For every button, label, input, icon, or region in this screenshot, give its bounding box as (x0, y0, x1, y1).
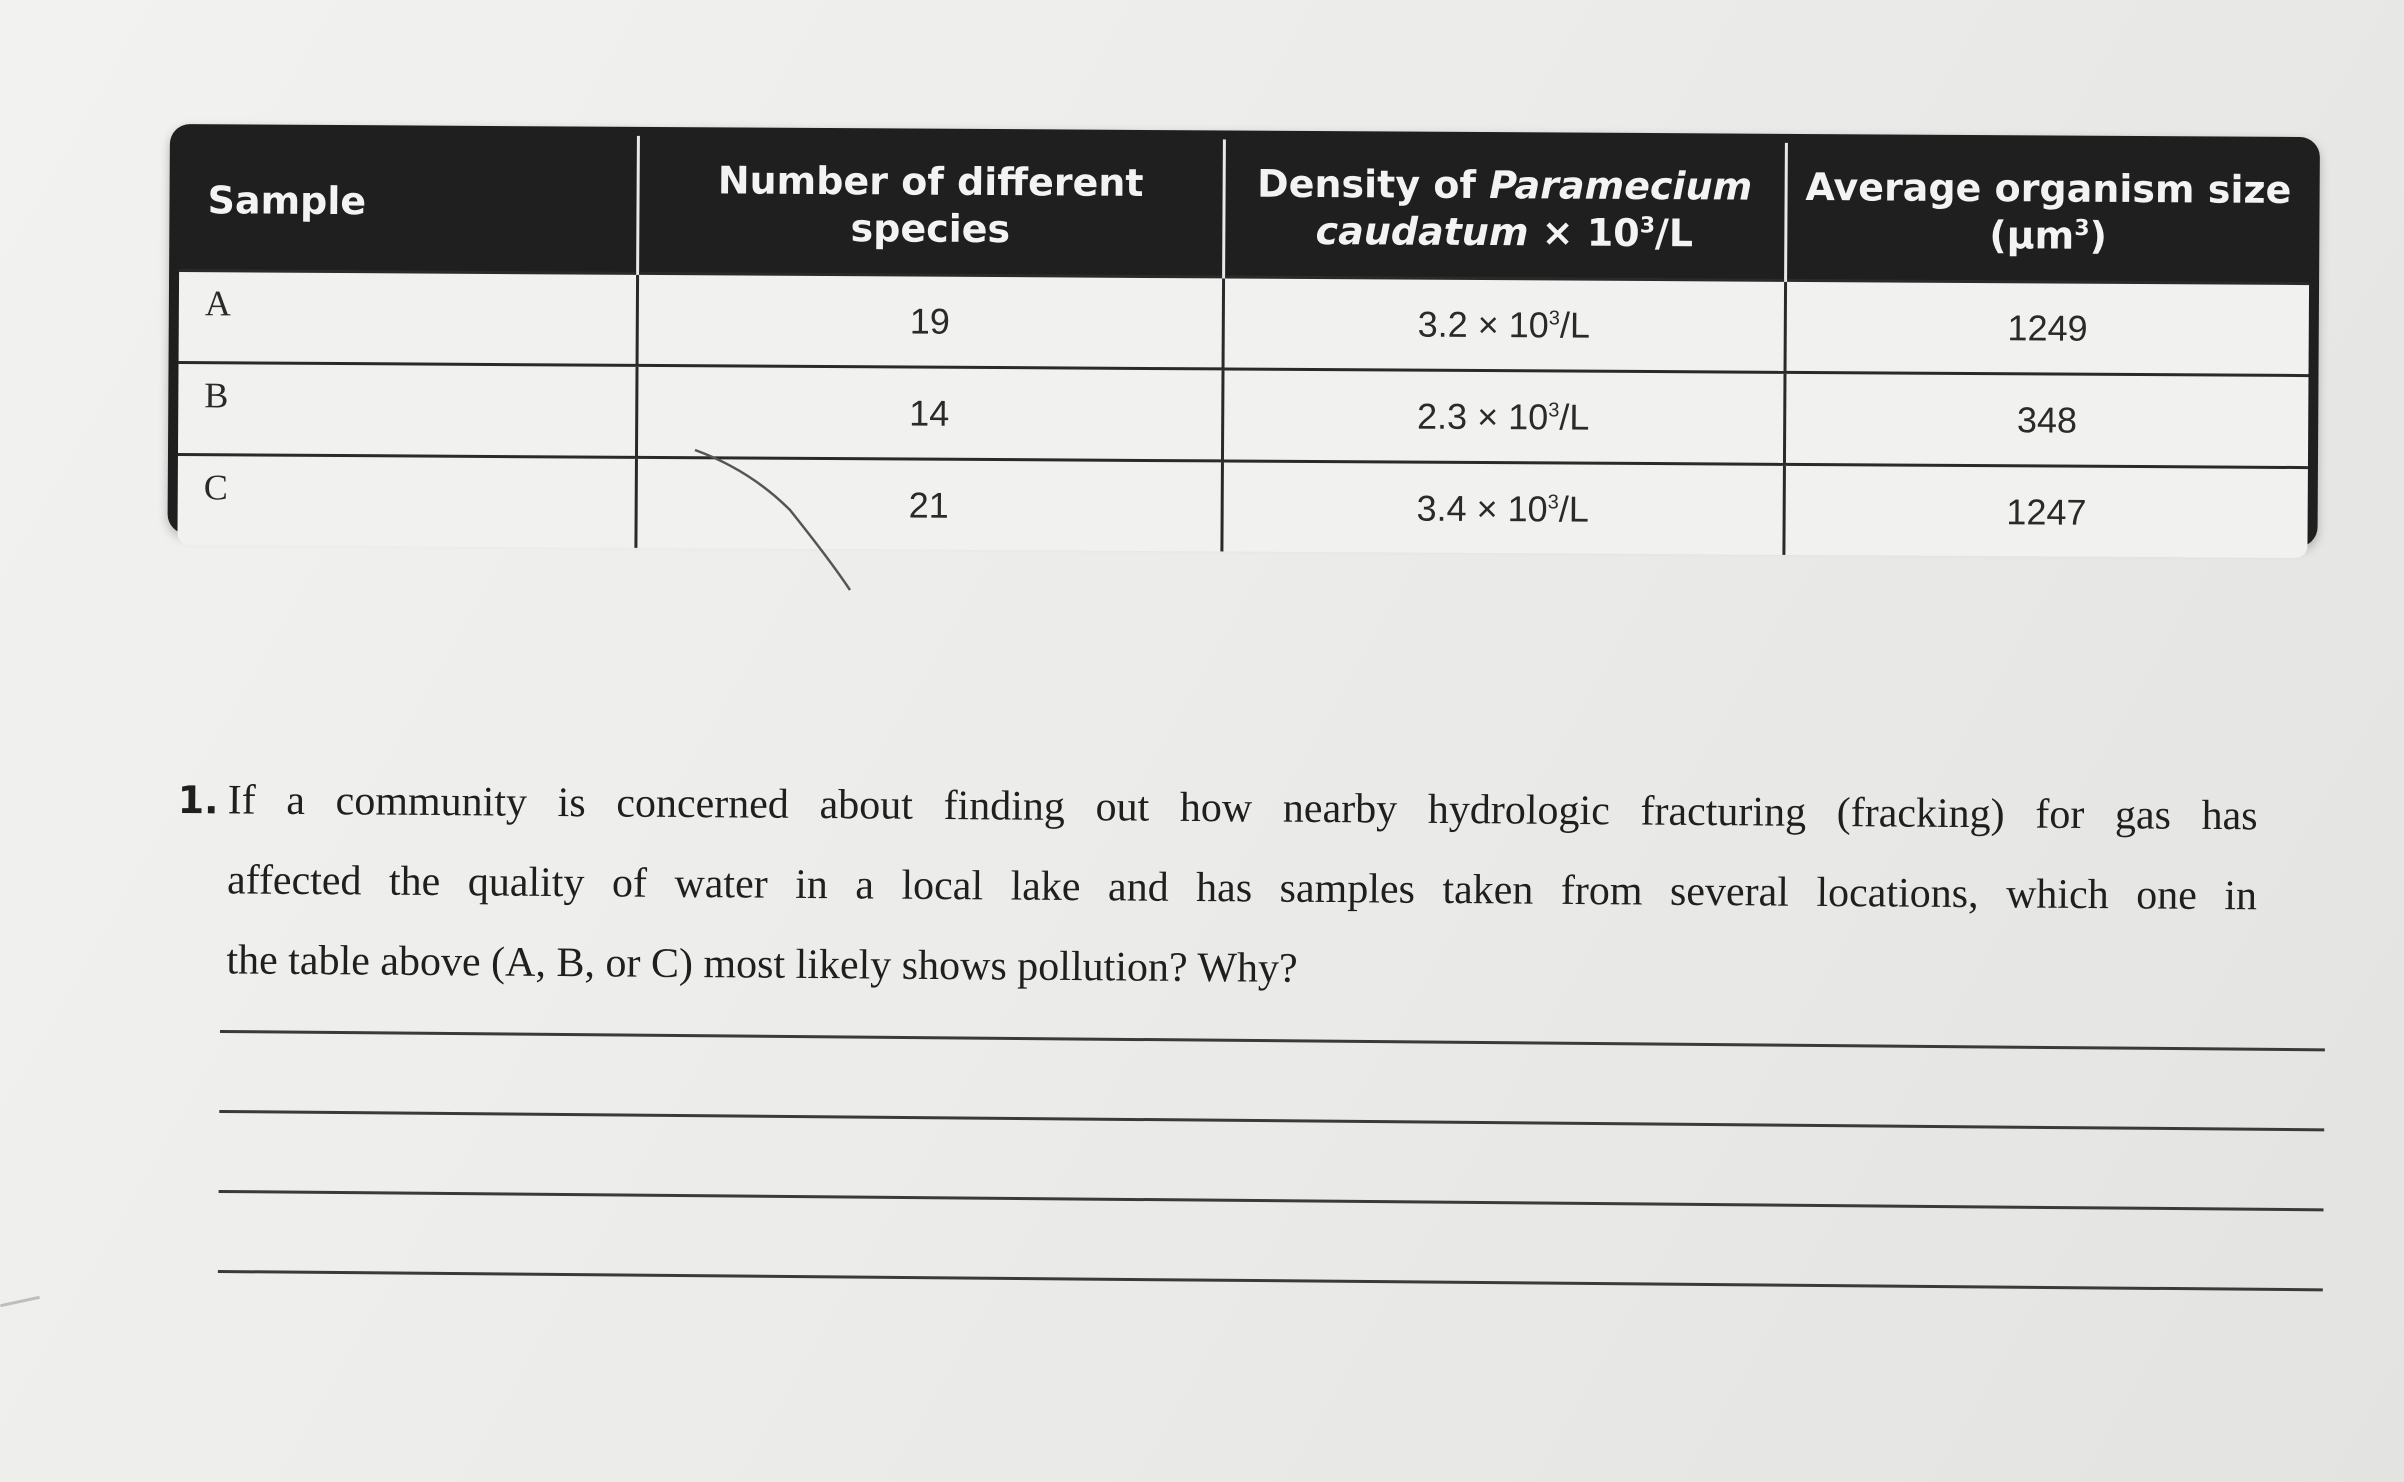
answer-lines (217, 1030, 2325, 1368)
question-line: 1. If a community is concerned about finding out how nearby hydrologic fracturing (fracking) for gas has (177, 760, 2258, 856)
cell-species: 19 (637, 273, 1224, 369)
cell-size: 1247 (1783, 464, 2308, 558)
header-sample: Sample (179, 133, 638, 273)
cell-density: $3.2 \times 10^3/L$ (1223, 277, 1786, 372)
header-size: Average organism size $(\mu m^3)$ (1785, 143, 2310, 284)
cell-sample: A (179, 271, 638, 366)
cell-density: $2.3 \times 10^3/L$ (1222, 369, 1785, 464)
header-density: Density of Paramecium caudatum × $10^3/L$ (1223, 139, 1786, 280)
table-header-row (179, 133, 2310, 284)
cell-size: 348 (1784, 372, 2309, 467)
cell-density: $3.4 \times 10^3/L$ (1221, 461, 1784, 555)
cell-species: 21 (635, 457, 1222, 551)
table-row (178, 363, 2309, 468)
question-line: affected the quality of water in a local lake and has samples taken from several locations, which one in (226, 857, 2258, 920)
data-table-frame (167, 124, 2319, 547)
question-line: the table above (A, B, or C) most likely shows pollution? Why? (226, 937, 1298, 992)
sample-data-table (177, 133, 2309, 558)
answer-line[interactable] (219, 1190, 2324, 1211)
header-species: Number of different species (637, 136, 1224, 277)
table-row (177, 455, 2308, 559)
question-1 (176, 760, 2258, 1016)
table-row (179, 271, 2310, 376)
cell-sample: B (178, 363, 637, 458)
question-number: 1. (177, 777, 219, 823)
cell-species: 14 (636, 365, 1223, 461)
answer-line[interactable] (218, 1270, 2323, 1291)
cell-size: 1249 (1785, 280, 2310, 375)
answer-line[interactable] (219, 1110, 2324, 1131)
answer-line[interactable] (220, 1030, 2325, 1051)
pen-mark (690, 440, 870, 600)
cell-sample: C (177, 455, 636, 548)
page-edge-mark (0, 1296, 40, 1307)
